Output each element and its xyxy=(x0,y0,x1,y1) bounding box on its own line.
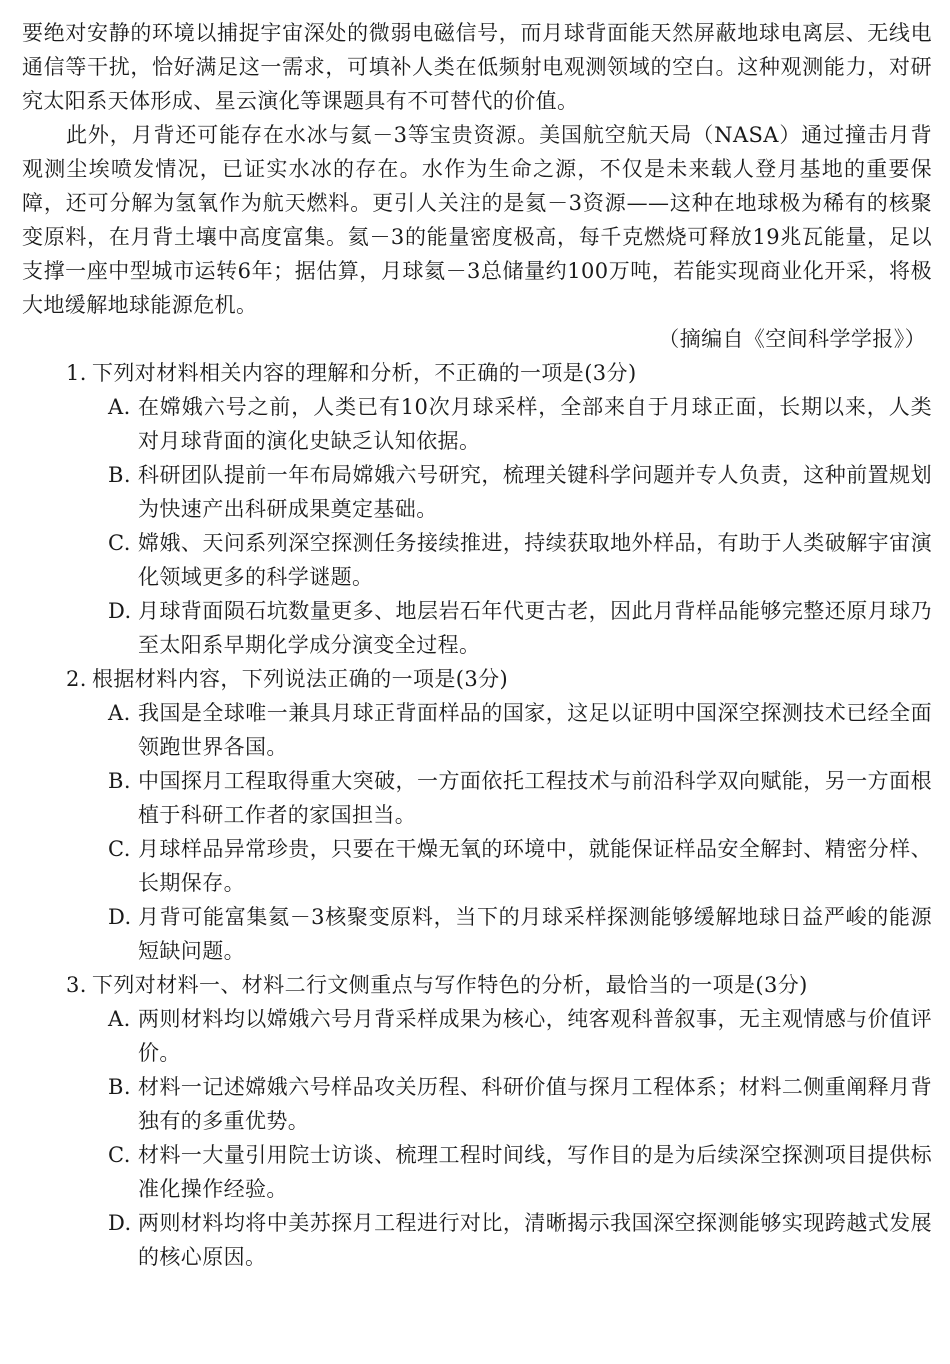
exam-page xyxy=(22,0,932,1364)
question-list xyxy=(22,356,932,1274)
option-text: 在嫦娥六号之前，人类已有10次月球采样，全部来自于月球正面，长期以来，人类对月球背面的演化史缺乏认知依据。 xyxy=(138,395,932,453)
option-a[interactable] xyxy=(22,696,932,764)
question-text: 根据材料内容，下列说法正确的一项是(3分) xyxy=(92,667,509,691)
option-text: 嫦娥、天问系列深空探测任务接续推进，持续获取地外样品，有助于人类破解宇宙演化领域更多的科学谜题。 xyxy=(138,531,932,589)
question-2 xyxy=(22,662,932,968)
passage-paragraph: 此外，月背还可能存在水冰与氦－3等宝贵资源。美国航空航天局（NASA）通过撞击月背观测尘埃喷发情况，已证实水冰的存在。水作为生命之源，不仅是未来载人登月基地的重要保障，还可分解为氢氧作为航天燃料。更引人关注的是氦－3资源——这种在地球极为稀有的核聚变原料，在月背土壤中高度富集。氦－3的能量密度极高，每千克燃烧可释放19兆瓦能量，足以支撑一座中型城市运转6年；据估算，月球氦－3总储量约100万吨，若能实现商业化开采，将极大地缓解地球能源危机。 xyxy=(22,123,932,317)
option-text: 月球样品异常珍贵，只要在干燥无氧的环境中，就能保证样品安全解封、精密分样、长期保存。 xyxy=(138,837,932,895)
option-list xyxy=(22,1002,932,1274)
option-letter: D. xyxy=(108,599,132,623)
option-b[interactable] xyxy=(22,458,932,526)
option-d[interactable] xyxy=(22,594,932,662)
option-a[interactable] xyxy=(22,390,932,458)
option-letter: B. xyxy=(108,463,131,487)
option-text: 月球背面陨石坑数量更多、地层岩石年代更古老，因此月背样品能够完整还原月球乃至太阳系早期化学成分演变全过程。 xyxy=(138,599,932,657)
question-stem xyxy=(22,356,932,390)
option-text: 我国是全球唯一兼具月球正背面样品的国家，这足以证明中国深空探测技术已经全面领跑世界各国。 xyxy=(138,701,932,759)
question-3 xyxy=(22,968,932,1274)
question-stem xyxy=(22,662,932,696)
option-text: 材料一记述嫦娥六号样品攻关历程、科研价值与探月工程体系；材料二侧重阐释月背独有的多重优势。 xyxy=(138,1075,932,1133)
option-d[interactable] xyxy=(22,1206,932,1274)
option-letter: A. xyxy=(108,1007,131,1031)
question-text: 下列对材料一、材料二行文侧重点与写作特色的分析，最恰当的一项是(3分) xyxy=(92,973,808,997)
option-list xyxy=(22,390,932,662)
option-text: 两则材料均将中美苏探月工程进行对比，清晰揭示我国深空探测能够实现跨越式发展的核心原因。 xyxy=(138,1211,932,1269)
option-text: 材料一大量引用院士访谈、梳理工程时间线，写作目的是为后续深空探测项目提供标准化操作经验。 xyxy=(138,1143,932,1201)
option-list xyxy=(22,696,932,968)
option-c[interactable] xyxy=(22,1138,932,1206)
option-c[interactable] xyxy=(22,832,932,900)
option-letter: B. xyxy=(108,769,131,793)
question-number: 1. xyxy=(66,361,87,385)
option-text: 月背可能富集氦－3核聚变原料，当下的月球采样探测能够缓解地球日益严峻的能源短缺问题。 xyxy=(138,905,932,963)
option-letter: C. xyxy=(108,837,131,861)
option-text: 中国探月工程取得重大突破，一方面依托工程技术与前沿科学双向赋能，另一方面根植于科研工作者的家国担当。 xyxy=(138,769,932,827)
question-number: 2. xyxy=(66,667,87,691)
passage-paragraph: 要绝对安静的环境以捕捉宇宙深处的微弱电磁信号，而月球背面能天然屏蔽地球电离层、无线电通信等干扰，恰好满足这一需求，可填补人类在低频射电观测领域的空白。这种观测能力，对研究太阳系天体形成、星云演化等课题具有不可替代的价值。 xyxy=(22,21,932,113)
option-letter: D. xyxy=(108,1211,132,1235)
question-1 xyxy=(22,356,932,662)
option-letter: C. xyxy=(108,531,131,555)
option-b[interactable] xyxy=(22,1070,932,1138)
option-letter: C. xyxy=(108,1143,131,1167)
option-letter: B. xyxy=(108,1075,131,1099)
option-text: 科研团队提前一年布局嫦娥六号研究，梳理关键科学问题并专人负责，这种前置规划为快速产出科研成果奠定基础。 xyxy=(138,463,932,521)
option-letter: D. xyxy=(108,905,132,929)
passage-source: （摘编自《空间科学学报》） xyxy=(658,327,926,351)
option-a[interactable] xyxy=(22,1002,932,1070)
reading-passage xyxy=(22,0,932,322)
question-text: 下列对材料相关内容的理解和分析，不正确的一项是(3分) xyxy=(92,361,637,385)
option-c[interactable] xyxy=(22,526,932,594)
option-text: 两则材料均以嫦娥六号月背采样成果为核心，纯客观科普叙事，无主观情感与价值评价。 xyxy=(138,1007,932,1065)
option-letter: A. xyxy=(108,395,131,419)
option-letter: A. xyxy=(108,701,131,725)
question-stem xyxy=(22,968,932,1002)
option-b[interactable] xyxy=(22,764,932,832)
question-number: 3. xyxy=(66,973,87,997)
option-d[interactable] xyxy=(22,900,932,968)
